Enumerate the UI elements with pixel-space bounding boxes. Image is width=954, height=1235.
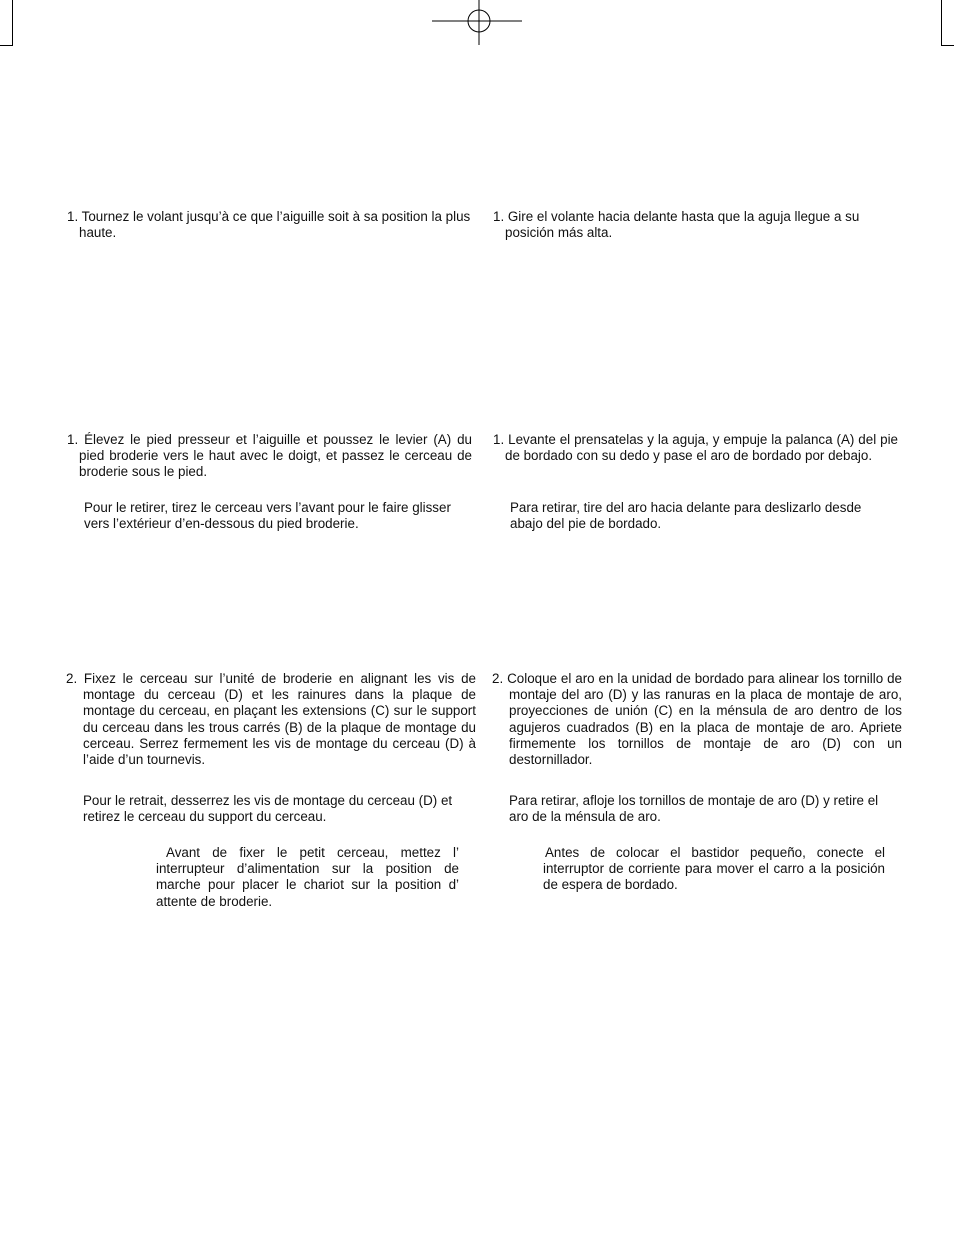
- fr-remove-hoop-from-holder: Pour le retrait, desserrez les vis de montage du cerceau (D) et retirez le cerceau du support du cerceau.: [83, 793, 453, 825]
- fr-note-small-hoop: Avant de fixer le petit cerceau, mettez l’ interrupteur d’alimentation sur la position de marche pour placer le chariot sur la position d’ attente de broderie.: [156, 845, 459, 909]
- crop-mark-top-left-horizontal: [0, 45, 13, 46]
- es-step1-turn-wheel: 1. Gire el volante hacia delante hasta que la aguja llegue a su posición más alta.: [493, 209, 860, 241]
- crop-mark-top-left-vertical: [12, 0, 13, 46]
- es-step1-raise-foot: 1. Levante el prensatelas y la aguja, y empuje la palanca (A) del pie de bordado con su dedo y pase el aro de bordado por debajo.: [493, 432, 898, 464]
- es-remove-hoop-from-foot: Para retirar, tire del aro hacia delante para deslizarlo desde abajo del pie de bordado.: [510, 500, 862, 532]
- fr-step2-attach-hoop: 2. Fixez le cerceau sur l’unité de broderie en alignant les vis de montage du cerceau (D) et les rainures dans la plaque de montage du cerceau, en plaçant les extensions (C) sur le support du cerceau dans les trous carrés (B) de la plaque de montage du cerceau. Serrez fermement les vis de montage du cerceau (D) à l’aide d’un tournevis.: [66, 671, 476, 768]
- es-remove-hoop-from-holder: Para retirar, afloje los tornillos de montaje de aro (D) y retire el aro de la ménsula de aro.: [509, 793, 879, 825]
- fr-step1-raise-foot: 1. Élevez le pied presseur et l’aiguille et poussez le levier (A) du pied broderie vers le haut avec le doigt, et passez le cerceau de broderie sous le pied.: [67, 432, 472, 480]
- crop-mark-top-right-horizontal: [941, 45, 954, 46]
- fr-step1-turn-wheel: 1. Tournez le volant jusqu’à ce que l’aiguille soit à sa position la plus haute.: [67, 209, 471, 241]
- es-note-small-hoop: Antes de colocar el bastidor pequeño, conecte el interruptor de corriente para mover el carro a la posición de espera de bordado.: [543, 845, 885, 893]
- fr-remove-hoop-from-foot: Pour le retirer, tirez le cerceau vers l’avant pour le faire glisser vers l’extérieur d’en-dessous du pied broderie.: [84, 500, 451, 532]
- es-step2-attach-hoop: 2. Coloque el aro en la unidad de bordado para alinear los tornillo de montaje del aro (D) y las ranuras en la placa de montaje de aro, proyecciones de unión (C) en la ménsula de aro dentro de los agujeros cuadrados (B) en la placa de montaje de aro. Apriete firmemente los tornillos de montaje de aro (D) con un destornillador.: [492, 671, 902, 768]
- crop-mark-top-right-vertical: [941, 0, 942, 46]
- registration-mark-icon: [430, 0, 524, 46]
